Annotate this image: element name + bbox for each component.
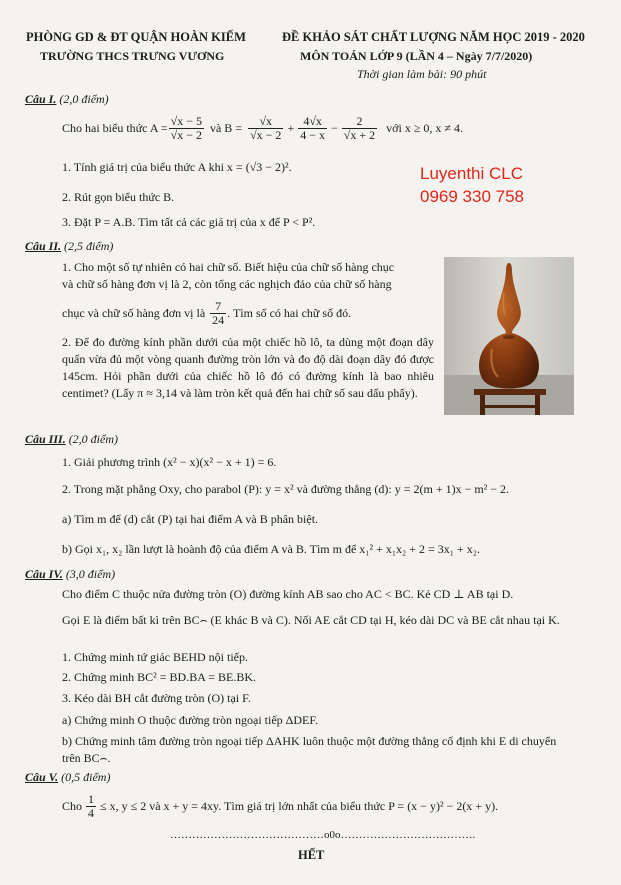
fraction-a [169,115,204,142]
q5-body [62,790,498,822]
fraction-7-24 [210,300,226,327]
q1-part2: 2. Rút gọn biểu thức B. [62,190,175,204]
q1-part1: 1. Tính giá trị của biểu thức A khi x = (√3 − 2)². [62,160,292,174]
gourd-vase-illustration [444,257,574,415]
q2-part2: 2. Để đo đường kính phần dưới của một chiếc hồ lô, ta dùng một đoạn dây quấn vừa đủ một vòng quanh đường tròn lớn và đo độ dài đoạn dây đó được 145cm. Hỏi phần dưới của chiếc hồ lô đó có đường kính là bao nhiêu centimet? (Lấy π ≈ 3,14 và làm tròn kết quả đến hai chữ số sau dấu phẩy). [62,335,434,400]
q5-points: (0,5 điểm) [61,770,111,784]
q3-heading [25,432,118,447]
q3-part2b: b) Gọi x₁, x₂ lần lượt là hoành độ của điểm A và B. Tìm m để x₁² + x₁x₂ + 2 = 3x₁ + x₂. [62,542,480,556]
fraction-1-4-numerator: 1 [88,791,95,806]
q2-part1-line3-text: chục và chữ số hàng đơn vị là [62,305,206,320]
minus-sign: − [331,120,338,135]
exam-title: ĐỀ KHẢO SÁT CHẤT LƯỢNG NĂM HỌC 2019 - 2020 [282,30,585,44]
watermark-phone: 0969 330 758 [420,187,524,206]
q3-title: Câu III. [25,432,66,446]
q2-heading [25,239,113,254]
q1-intro-b: và B = [209,120,243,135]
fraction-b2-denominator: 4 − x [300,127,325,142]
fraction-b1-denominator: √x − 2 [250,127,282,142]
fraction-b2-numerator: 4√x [298,115,327,129]
q4-points: (3,0 điểm) [65,567,116,581]
q1-intro-a: Cho hai biểu thức A = [62,120,168,135]
q3-part1: 1. Giải phương trình (x² − x)(x² − x + 1) = 6. [62,455,277,469]
footer-end: HẾT [298,848,325,862]
fraction-a-denominator: √x − 2 [170,127,202,142]
fraction-7-24-denominator: 24 [212,312,225,327]
exam-duration: Thời gian làm bài: 90 phút [357,67,487,81]
q1-condition: với x ≥ 0, x ≠ 4. [386,120,463,135]
q3-part2a: a) Tìm m để (d) cắt (P) tại hai điểm A và B phân biệt. [62,512,319,526]
fraction-1-4 [86,793,96,820]
q2-part1-line1: 1. Cho một số tự nhiên có hai chữ số. Biết hiệu của chữ số hàng chục [62,260,395,274]
fraction-b3-numerator: 2 [342,115,377,129]
q2-title: Câu II. [25,239,62,253]
q2-points: (2,5 điểm) [64,239,114,253]
q5-cho: Cho [62,798,83,813]
fraction-b2 [298,115,327,142]
q2-part1-line2: và chữ số hàng đơn vị là 2, còn tổng các nghịch đảo của chữ số hàng [62,277,392,291]
q3-part2: 2. Trong mặt phẳng Oxy, cho parabol (P): y = x² và đường thẳng (d): y = 2(m + 1)x − m² − 2. [62,482,510,496]
q4-part3b: b) Chứng minh tâm đường tròn ngoại tiếp ΔAHK luôn thuộc một đường thẳng cố định khi E di chuyển trên BC⌢. [62,734,557,765]
q4-intro-line1: Cho điểm C thuộc nửa đường tròn (O) đường kính AB sao cho AC < BC. Kẻ CD ⊥ AB tại D. [62,587,514,601]
gourd-vase-image [444,257,574,415]
q1-title: Câu I. [25,92,57,106]
fraction-a-numerator: √x − 5 [170,113,202,128]
dept-name: PHÒNG GD & ĐT QUẬN HOÀN KIẾM [26,30,246,44]
fraction-b1-numerator: √x [248,115,283,129]
q4-heading [25,567,115,582]
q4-part1: 1. Chứng minh tứ giác BEHD nội tiếp. [62,650,248,664]
q2-part1-line3 [62,298,351,328]
watermark-brand: Luyenthi CLC [420,164,524,183]
school-name: TRƯỜNG THCS TRƯNG VƯƠNG [40,49,225,63]
q5-text: ≤ x, y ≤ 2 và x + y = 4xy. Tìm giá trị lớn nhất của biểu thức P = (x − y)² − 2(x + y). [100,798,499,813]
q4-part3a: a) Chứng minh O thuộc đường tròn ngoại tiếp ΔDEF. [62,713,319,727]
q4-title: Câu IV. [25,567,63,581]
fraction-7-24-numerator: 7 [210,300,226,314]
q1-heading [25,92,109,107]
q4-part2: 2. Chứng minh BC² = BD.BA = BE.BK. [62,670,256,684]
q2-part1-line3-end: . Tìm số có hai chữ số đó. [227,305,352,320]
q3-points: (2,0 điểm) [68,432,119,446]
fraction-b3-denominator: √x + 2 [343,127,376,142]
q5-heading [25,770,110,785]
q5-title: Câu V. [25,770,59,784]
q4-part3: 3. Kéo dài BH cắt đường tròn (O) tại F. [62,691,251,705]
exam-subject: MÔN TOÁN LỚP 9 (LẦN 4 – Ngày 7/7/2020) [300,49,533,63]
fraction-b3 [342,115,377,142]
q4-intro-line2: Gọi E là điểm bất kì trên BC⌢ (E khác B và C). Nối AE cắt CD tại H, kéo dài DC và BE cắt nhau tại K. [62,613,560,627]
q1-expressions [62,111,463,145]
plus-sign: + [287,120,295,135]
fraction-1-4-denominator: 4 [88,805,95,820]
footer-separator: ……………………………………o0o………………………………. [170,829,476,841]
fraction-b1 [248,115,283,142]
q1-points: (2,0 điểm) [59,92,109,106]
q1-part3: 3. Đặt P = A.B. Tìm tất cả các giá trị của x để P < P². [62,215,316,229]
